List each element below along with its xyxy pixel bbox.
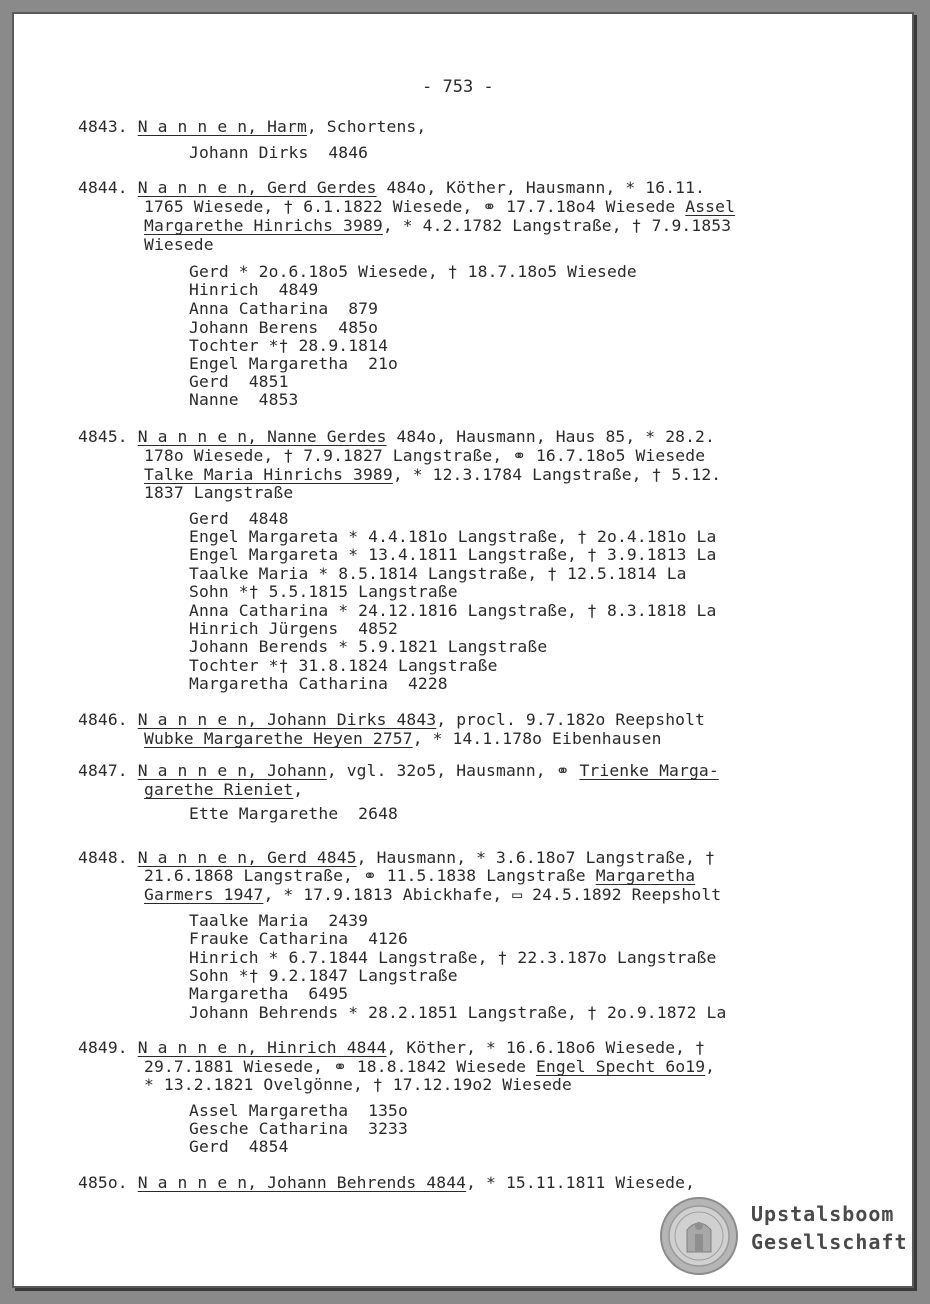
entry-4844-line — [144, 198, 735, 216]
entry-4847-line — [189, 805, 398, 823]
underlined-text: N a n n e n, Harm — [137, 117, 307, 136]
text: Frauke Catharina 4126 — [189, 929, 408, 948]
entry-4845-line — [144, 447, 705, 465]
text: Assel Margaretha 135o — [189, 1101, 408, 1120]
document-page — [14, 14, 912, 1286]
text: 4846. — [78, 710, 138, 729]
text: Johann Behrends * 28.2.1851 Langstraße, † 2o.9.1872 La — [189, 1003, 727, 1022]
entry-4846-line — [78, 711, 705, 729]
entry-4848-line — [78, 849, 715, 867]
text: 4848. — [78, 848, 138, 867]
entry-4844-line — [189, 337, 388, 355]
entry-4848-line — [189, 912, 368, 930]
entry-4845-line — [144, 466, 721, 484]
text: , * 14.1.178o Eibenhausen — [412, 729, 662, 748]
text: Tochter *† 31.8.1824 Langstraße — [189, 656, 498, 675]
text: Engel Margareta * 13.4.1811 Langstraße, † 3.9.1813 La — [189, 545, 717, 564]
entry-4845-line — [144, 484, 293, 502]
entry-4849-line — [144, 1076, 572, 1094]
text: 4845. — [78, 427, 138, 446]
text: , Köther, * 16.6.18o6 Wiesede, † — [386, 1038, 705, 1057]
underlined-text: Trienke Marga- — [579, 761, 719, 780]
entry-4845-line — [78, 428, 715, 446]
entry-4846-line — [144, 730, 662, 748]
entry-4844-line — [144, 236, 214, 254]
underlined-text: Wubke Margarethe Heyen 2757 — [144, 729, 413, 748]
entry-4849-line — [189, 1120, 408, 1138]
text: Margaretha 6495 — [189, 984, 349, 1003]
underlined-text: N a n n e n, Gerd Gerdes — [137, 178, 377, 197]
entry-4849-line — [189, 1138, 289, 1156]
text: Nanne 4853 — [189, 390, 299, 409]
text: 484o, Köther, Hausmann, * 16.11. — [376, 178, 705, 197]
text: Gerd * 2o.6.18o5 Wiesede, † 18.7.18o5 Wiesede — [189, 262, 637, 281]
text: Anna Catharina * 24.12.1816 Langstraße, † 8.3.1818 La — [189, 601, 717, 620]
text: Taalke Maria * 8.5.1814 Langstraße, † 12.5.1814 La — [189, 564, 687, 583]
entry-4847-line — [78, 762, 719, 780]
text: 4849. — [78, 1038, 138, 1057]
entry-4849-line — [144, 1058, 715, 1076]
underlined-text: Talke Maria Hinrichs 3989 — [144, 465, 393, 484]
text: , — [293, 780, 304, 799]
text: , procl. 9.7.182o Reepsholt — [436, 710, 706, 729]
text: Gesche Catharina 3233 — [189, 1119, 408, 1138]
entry-4848-line — [189, 1004, 726, 1022]
underlined-text: garethe Rieniet — [144, 780, 294, 799]
text: Taalke Maria 2439 — [189, 911, 369, 930]
text: Engel Margaretha 21o — [189, 354, 398, 373]
entry-4844-line — [189, 281, 318, 299]
underlined-text: N a n n e n, Nanne Gerdes — [137, 427, 387, 446]
entry-4848-line — [189, 949, 716, 967]
entry-4844-line — [189, 355, 398, 373]
text: Johann Berens 485o — [189, 318, 379, 337]
text: Margaretha Catharina 4228 — [189, 674, 448, 693]
text: 4844. — [78, 178, 138, 197]
entry-4844-line — [78, 179, 705, 197]
text: 29.7.1881 Wiesede, ⚭ 18.8.1842 Wiesede — [144, 1057, 536, 1076]
entry-4844-line — [189, 300, 378, 318]
entry-4849-line — [189, 1102, 408, 1120]
text: Sohn *† 5.5.1815 Langstraße — [189, 582, 458, 601]
entry-4850-line — [78, 1174, 695, 1192]
text: 484o, Hausmann, Haus 85, * 28.2. — [386, 427, 715, 446]
entry-4848-line — [144, 886, 721, 904]
entry-4845-line — [189, 510, 289, 528]
logo-line-1: Upstalsboom — [751, 1202, 895, 1226]
underlined-text: Assel — [685, 197, 736, 216]
text: Johann Dirks 4846 — [189, 143, 369, 162]
text: 178o Wiesede, † 7.9.1827 Langstraße, ⚭ 16.7.18o5 Wiesede — [144, 446, 706, 465]
text: 4847. — [78, 761, 138, 780]
entry-4845-line — [189, 657, 498, 675]
entry-4845-line — [189, 602, 716, 620]
page-number: - 753 - — [422, 77, 494, 97]
text: Wiesede — [144, 235, 214, 254]
underlined-text: N a n n e n, Gerd 4845 — [137, 848, 357, 867]
underlined-text: N a n n e n, Johann Dirks 4843 — [137, 710, 437, 729]
entry-4844-line — [189, 391, 298, 409]
entry-4845-line — [189, 546, 716, 564]
entry-4849-line — [78, 1039, 705, 1057]
logo-line-2: Gesellschaft — [751, 1230, 908, 1254]
text: , Hausmann, * 3.6.18o7 Langstraße, † — [356, 848, 715, 867]
seal-icon — [659, 1196, 739, 1276]
underlined-text: Margarethe Hinrichs 3989 — [144, 216, 383, 235]
entry-4848-line — [189, 930, 408, 948]
entry-4845-line — [189, 620, 398, 638]
entry-4845-line — [189, 638, 547, 656]
text: Hinrich Jürgens 4852 — [189, 619, 398, 638]
underlined-text: Garmers 1947 — [144, 885, 264, 904]
underlined-text: Engel Specht 6o19 — [535, 1057, 706, 1076]
text: , * 4.2.1782 Langstraße, † 7.9.1853 — [382, 216, 732, 235]
text: Johann Berends * 5.9.1821 Langstraße — [189, 637, 548, 656]
text: Hinrich 4849 — [189, 280, 319, 299]
text: , Schortens, — [306, 117, 427, 136]
text: Gerd 4854 — [189, 1137, 289, 1156]
text: , * 15.11.1811 Wiesede, — [466, 1173, 696, 1192]
text: , — [705, 1057, 716, 1076]
entry-4843-line — [78, 118, 426, 136]
underlined-text: N a n n e n, Johann Behrends 4844 — [137, 1173, 467, 1192]
text: 4843. — [78, 117, 138, 136]
entry-4844-line — [144, 217, 731, 235]
entry-4845-line — [189, 565, 687, 583]
text: Sohn *† 9.2.1847 Langstraße — [189, 966, 458, 985]
text: Hinrich * 6.7.1844 Langstraße, † 22.3.187o Langstraße — [189, 948, 717, 967]
underlined-text: Margaretha — [595, 866, 696, 885]
entry-4845-line — [189, 528, 716, 546]
entry-4845-line — [189, 675, 448, 693]
entry-4848-line — [189, 967, 458, 985]
text: Ette Margarethe 2648 — [189, 804, 398, 823]
entry-4848-line — [144, 867, 695, 885]
text: , * 17.9.1813 Abickhafe, ▭ 24.5.1892 Reepsholt — [263, 885, 722, 904]
underlined-text: N a n n e n, Johann — [137, 761, 327, 780]
text: 485o. — [78, 1173, 138, 1192]
text: , * 12.3.1784 Langstraße, † 5.12. — [392, 465, 722, 484]
text: 21.6.1868 Langstraße, ⚭ 11.5.1838 Langstraße — [144, 866, 596, 885]
text: 1837 Langstraße — [144, 483, 294, 502]
entry-4845-line — [189, 583, 458, 601]
entry-4847-line — [144, 781, 303, 799]
text: Anna Catharina 879 — [189, 299, 379, 318]
text: Gerd 4848 — [189, 509, 289, 528]
entry-4843-line — [189, 144, 368, 162]
entry-4844-line — [189, 263, 637, 281]
entry-4848-line — [189, 985, 348, 1003]
underlined-text: N a n n e n, Hinrich 4844 — [137, 1038, 387, 1057]
upstalsboom-logo — [659, 1196, 908, 1276]
text: * 13.2.1821 Ovelgönne, † 17.12.19o2 Wiesede — [144, 1075, 572, 1094]
text: Tochter *† 28.9.1814 — [189, 336, 389, 355]
text: 1765 Wiesede, † 6.1.1822 Wiesede, ⚭ 17.7.18o4 Wiesede — [144, 197, 686, 216]
text: Gerd 4851 — [189, 372, 289, 391]
text: Engel Margareta * 4.4.181o Langstraße, † 2o.4.181o La — [189, 527, 717, 546]
entry-4844-line — [189, 319, 378, 337]
entry-4844-line — [189, 373, 289, 391]
text: , vgl. 32o5, Hausmann, ⚭ — [326, 761, 580, 780]
